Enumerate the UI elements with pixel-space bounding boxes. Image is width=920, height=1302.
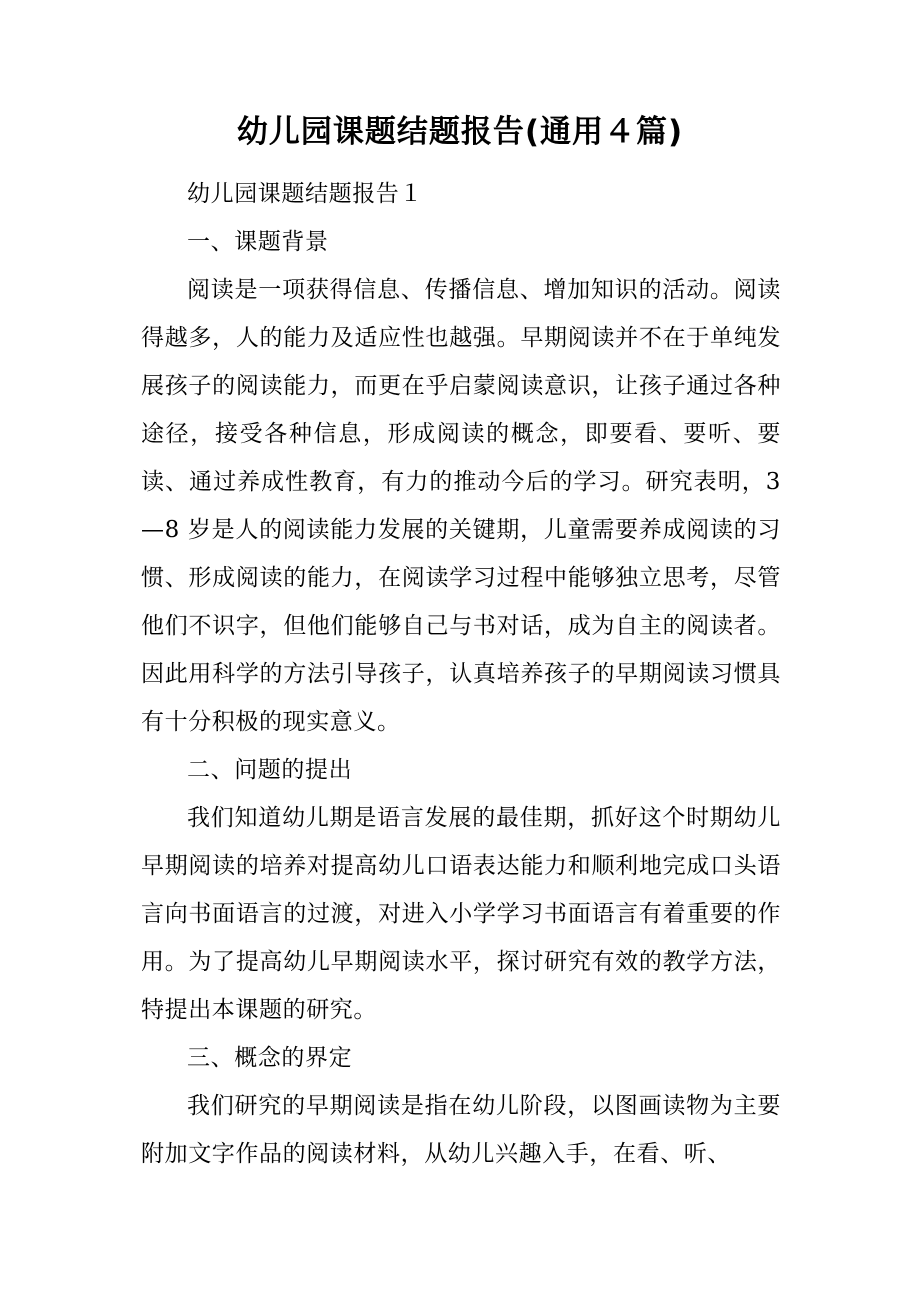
section-body-problem: 我们知道幼儿期是语言发展的最佳期，抓好这个时期幼儿早期阅读的培养对提高幼儿口语表达能力和顺利地完成口头语言向书面语言的过渡，对进入小学学习书面语言有着重要的作用。为了提高幼儿早期阅读水平，探讨研究有效的教学方法，特提出本课题的研究。 [141, 805, 781, 1023]
report-subtitle: 幼儿园课题结题报告１ [187, 181, 423, 207]
section-body-definition: 我们研究的早期阅读是指在幼儿阶段，以图画读物为主要附加文字作品的阅读材料，从幼儿兴趣入手，在看、听、 [141, 1093, 781, 1167]
document-body [141, 170, 781, 1178]
section-body-background: 阅读是一项获得信息、传播信息、增加知识的活动。阅读得越多，人的能力及适应性也越强。早期阅读并不在于单纯发展孩子的阅读能力，而更在乎启蒙阅读意识，让孩子通过各种途径，接受各种信息，形成阅读的概念，即要看、要听、要读、通过养成性教育，有力的推动今后的学习。研究表明，3—8 岁是人的阅读能力发展的关键期，儿童需要养成阅读的习惯、形成阅读的能力，在阅读学习过程中能够独立思考，尽管他们不识字，但他们能够自己与书对话，成为自主的阅读者。因此用科学的方法引导孩子，认真培养孩子的早期阅读习惯具有十分积极的现实意义。 [141, 277, 781, 735]
section-heading-problem: 二、问题的提出 [187, 757, 353, 783]
document-title: 幼儿园课题结题报告(通用４篇) [236, 114, 684, 150]
section-heading-definition: 三、概念的界定 [187, 1045, 353, 1071]
section-heading-background: 一、课题背景 [187, 229, 329, 255]
